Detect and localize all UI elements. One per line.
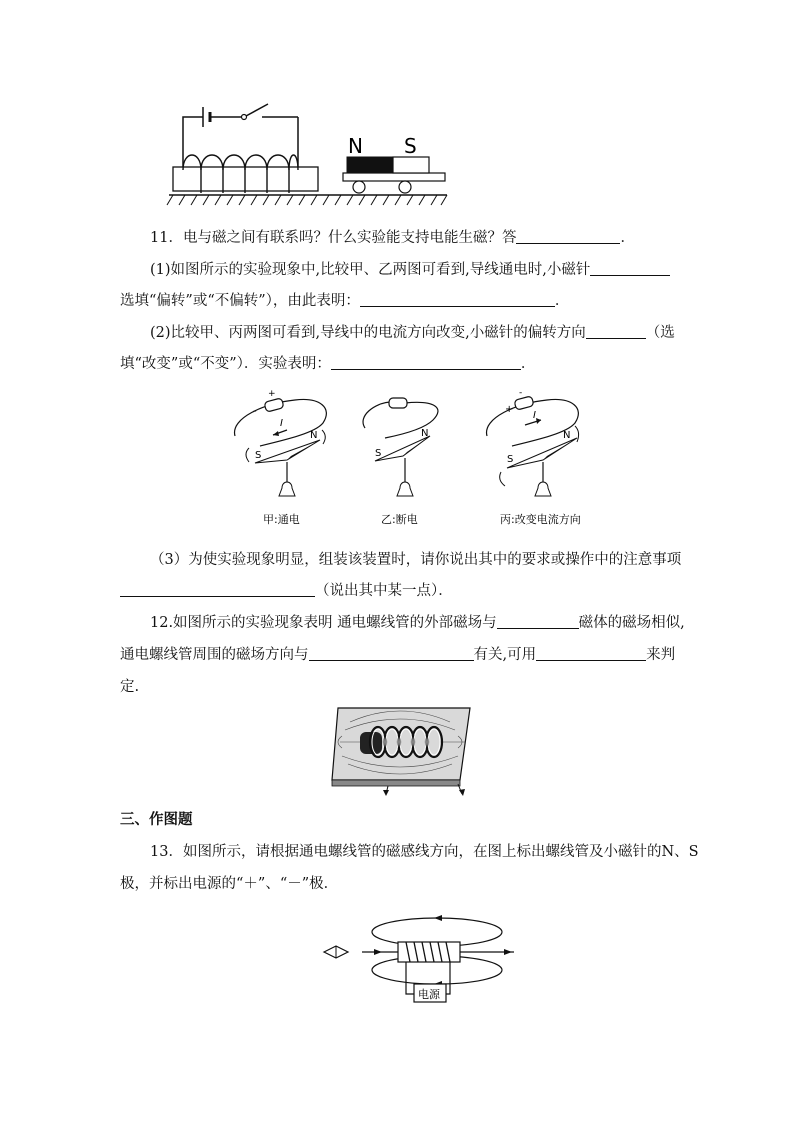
q12-blank-b[interactable] — [309, 645, 474, 661]
oersted-experiment-figure — [225, 388, 595, 533]
q12-text-a: 12.如图所示的实验现象表明 通电螺线管的外部磁场与 — [150, 615, 497, 631]
iron-filings-solenoid-figure — [330, 702, 475, 797]
coil-magnet-cart-figure — [165, 95, 455, 210]
q12-blank-c[interactable] — [536, 645, 646, 661]
q12-text-a-post: 磁体的磁场相似, — [578, 615, 685, 631]
minus-label-bing: - — [519, 388, 523, 398]
q11-part1-line1 — [150, 260, 670, 280]
q11-part1-blank-b[interactable] — [360, 291, 555, 307]
current-label-bing: I — [533, 410, 536, 421]
panel-yi — [363, 398, 438, 526]
north-label-bing: N — [563, 430, 571, 441]
south-label-bing: S — [507, 454, 514, 465]
north-label-jia: N — [310, 430, 318, 441]
q12-blank-a[interactable] — [497, 613, 579, 629]
q12-text-c: 定. — [120, 679, 140, 695]
q13-line1 — [150, 842, 699, 862]
panel-jia — [235, 389, 327, 526]
q11-part1-line2 — [120, 291, 569, 311]
q11-part2-blank-a[interactable] — [586, 323, 646, 339]
q11-part1-text-b: 选填“偏转”或“不偏转”），由此表明： — [120, 293, 360, 309]
caption-yi: 乙:断电 — [381, 513, 418, 526]
solenoid-field-lines-figure — [322, 912, 522, 1012]
q12-line1 — [150, 613, 685, 633]
q11-part3-line1 — [150, 550, 681, 570]
q11-text: 11．电与磁之间有联系吗？什么实验能支持电能生磁？答 — [150, 230, 517, 246]
q12-line3 — [120, 677, 139, 697]
power-source-label: 电源 — [418, 988, 440, 1001]
q11-part2-end-a: （选 — [645, 325, 675, 341]
q13-text-b: 极，并标出电源的“＋”、“－”极． — [120, 876, 339, 892]
q11-part2-blank-b[interactable] — [331, 354, 521, 370]
current-label-jia: I — [280, 418, 283, 429]
magnet-south-label: S — [404, 134, 417, 158]
q11-part2-line1 — [150, 323, 675, 343]
magnet-north-label: N — [348, 134, 363, 158]
north-label-yi: N — [421, 428, 429, 439]
plus-label-jia: + — [268, 389, 276, 399]
q11-end: ． — [620, 230, 635, 246]
south-label-yi: S — [375, 448, 382, 459]
q11-part2-end-b: ． — [520, 356, 536, 372]
section-3-title — [120, 810, 193, 830]
panel-bing — [487, 388, 581, 526]
q11-part1-end: ． — [554, 293, 570, 309]
q12-text-b: 通电螺线管周围的磁场方向与 — [120, 647, 309, 663]
q12-line2 — [120, 645, 675, 665]
q11-part3-blank[interactable] — [120, 581, 315, 597]
q11-answer-blank[interactable] — [516, 228, 620, 244]
q11-part1-blank-a[interactable] — [590, 260, 670, 276]
q11-part3-text-b: （说出其中某一点）． — [315, 583, 453, 599]
q12-text-b-mid: 有关,可用 — [473, 647, 537, 663]
plus-label-bing: + — [505, 404, 514, 415]
caption-jia: 甲:通电 — [263, 513, 300, 526]
q11-part2-line2 — [120, 354, 535, 374]
q11-part3-text: （3）为使实验现象明显，组装该装置时，请你说出其中的要求或操作中的注意事项 — [150, 552, 682, 568]
q11-part3-line2 — [120, 581, 453, 601]
minus-label-jia: - — [253, 406, 257, 417]
south-label-jia: S — [255, 450, 262, 461]
q12-text-b-post: 来判 — [646, 647, 676, 663]
caption-bing: 丙:改变电流方向 — [500, 513, 581, 526]
q13-line2 — [120, 874, 338, 894]
q11-part1-text: (1)如图所示的实验现象中,比较甲、乙两图可看到,导线通电时,小磁针 — [150, 262, 591, 278]
q11-part2-text-b: 填“改变”或“不变”）．实验表明： — [120, 356, 331, 372]
section-3-title-text: 三、作图题 — [120, 811, 193, 828]
q11-question — [150, 228, 635, 248]
q13-text-a: 13．如图所示，请根据通电螺线管的磁感线方向，在图上标出螺线管及小磁针的N、S — [150, 844, 699, 860]
q11-part2-text: (2)比较甲、丙两图可看到,导线中的电流方向改变,小磁针的偏转方向 — [150, 325, 586, 341]
